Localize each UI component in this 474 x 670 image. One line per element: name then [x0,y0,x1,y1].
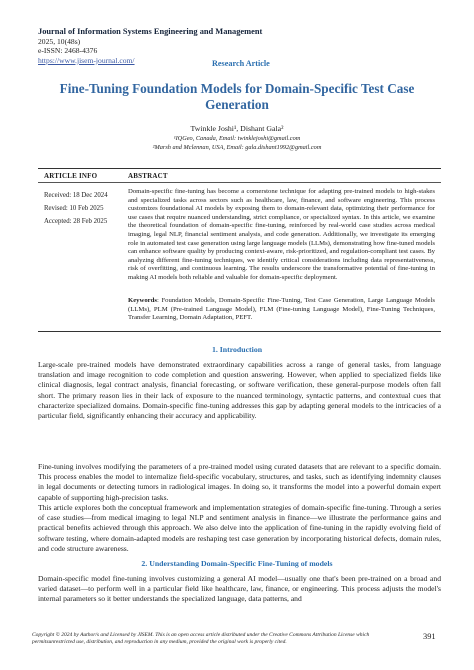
abstract-text: Domain-specific fine-tuning has become a cornerstone technique for adapting pre-trained models to high-stakes and specialized tasks across sectors such as healthcare, law, finance, and software engineering. This process customizes foundational AI models by exposing them to domain-relevant data, optimizing their performance for use cases that require nuanced understanding, strict compliance, or specialized syntax. In this article, we examine the theoretical foundation of domain-specific fine-tuning, reinforced by real-world case studies across medical imaging, legal NLP, financial sentiment analysis, and code generation. Additionally, we investigate its emerging role in automated test case generation using large language models (LLMs), demonstrating how fine-tuned models can enhance software quality by producing context-aware, risk-prioritized, and regulation-compliant test cases. By analyzing different fine-tuning techniques, we identify critical considerations including data representativeness, risk of overfitting, and continuous learning. The results underscore the transformative potential of fine-tuning in making AI models both reliable and valuable for domain-specific deployment. [128,188,435,281]
author-list: Twinkle Joshi¹, Dishant Gala² [190,124,284,133]
article-type-label: Research Article [212,59,270,68]
keywords-list: : Foundation Models, Domain-Specific Fine-Tuning, Test Case Generation, Large Language Models (LLMs), PLM (Pre-trained Language Model), FLM (Fine-tuning Language Model), Fine-Tuning Techniques, Transfer Learning, Domain Adaptation, PEFT. [128,297,435,322]
info-mid-rule [38,182,441,183]
revised-date: Revised: 10 Feb 2025 [44,205,104,212]
license-footer: Copyright © 2024 by Author/s and Licensed by JISEM. This is an open access article distributed under the Creative Commons Attribution License which permitsunrestricted use, distribution, and reproduction in any medium, provided the original work is properly cited. [32,632,370,645]
page-number: 391 [423,632,436,641]
journal-issn: e-ISSN: 2468-4376 [38,46,98,56]
intro-paragraph-1: Large-scale pre-trained models have demonstrated extraordinary capabilities across a range of general tasks, from language translation and image recognition to code completion and question answering. However, when applied to specialized fields like clinical diagnosis, legal contract analysis, financial forecasting, or software verification, these general-purpose models often fall short. The primary reason lies in their lack of exposure to the nuanced terminology, syntactic patterns, and contextual cues that characterize specialized domains. Domain-specific fine-tuning addresses this gap by adapting general models to the intricacies of a particular field, significantly enhancing their accuracy and applicability. [38,360,441,421]
section2-paragraph-1: Domain-specific model fine-tuning involves customizing a general AI model—usually one that's been pre-trained on a broad and varied dataset—to perform well in a particular field like healthcare, law, finance, or engineering. This process adjusts the model's internal parameters so it better understands the specialized language, data patterns, and [38,574,441,604]
keywords-block [128,297,435,323]
keywords-label: Keywords [128,297,157,304]
abstract-heading: ABSTRACT [128,172,168,180]
intro-paragraph-3: This article explores both the conceptual framework and implementation strategies of domain-specific fine-tuning. Through a series of case studies—from medical imaging to legal NLP and sentiment analysis in finance—we illustrate the performance gains and practical benefits achieved through this approach. We also delve into the application of fine-tuning in the rapidly evolving field of software testing, where domain-adapted models are reshaping test case generation by incorporating historical defects, domain rules, and code structure awareness. [38,503,441,553]
section-heading-understanding: 2. Understanding Domain-Specific Fine-Tuning of models [141,559,333,568]
affiliation-2: ²Marsh and Mclennan, USA, Email: gala.dishant1992@gmail.com [152,144,322,151]
paper-title: Fine-Tuning Foundation Models for Domain-Specific Test Case Generation [59,81,415,112]
article-info-heading: ARTICLE INFO [44,172,98,180]
journal-issue: 2025, 10(48s) [38,36,81,46]
info-top-rule [38,168,441,169]
accepted-date: Accepted: 28 Feb 2025 [44,218,108,225]
received-date: Received: 18 Dec 2024 [44,192,108,199]
affiliation-1: ¹IQGeo, Canada, Email: twinklejoshi@gmail.com [173,135,301,142]
intro-paragraph-2: Fine-tuning involves modifying the parameters of a pre-trained model using curated datasets that are relevant to a specific domain. This process enables the model to internalize field-specific vocabulary, structures, and tasks, such as identifying indemnity clauses in legal documents or detecting tumors in radiological images. In doing so, it transforms the model into a powerful domain expert capable of supporting high-precision tasks. [38,462,441,502]
journal-url-link[interactable]: https://www.jisem-journal.com/ [38,55,135,65]
section-heading-introduction: 1. Introduction [211,345,263,354]
journal-title: Journal of Information Systems Engineering and Management [38,27,263,36]
info-bottom-rule [38,331,441,332]
